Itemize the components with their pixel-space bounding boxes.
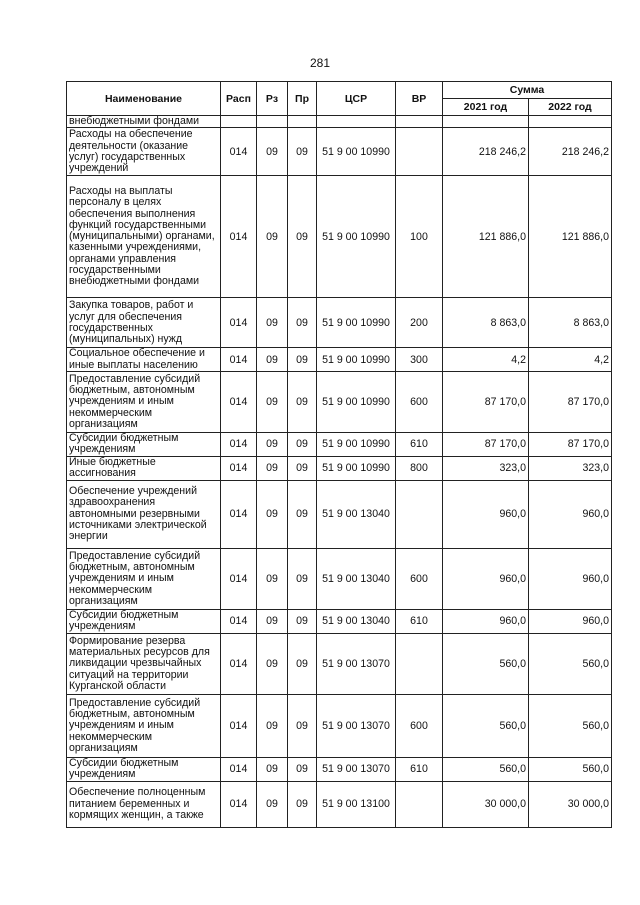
page-number: 281 [309, 56, 331, 70]
cell-rz: 09 [257, 432, 288, 456]
header-year-2022: 2022 год [529, 99, 612, 116]
cell-name: Предоставление субсидий бюджетным, автономным учреждениям и иным некоммерческим организациям [67, 694, 221, 757]
cell-sum-2022: 87 170,0 [529, 371, 612, 432]
cell-vr: 300 [396, 348, 443, 372]
table-body [67, 116, 612, 828]
cell-vr: 600 [396, 694, 443, 757]
header-rasp: Расп [221, 82, 257, 116]
cell-vr [396, 128, 443, 176]
cell-pr: 09 [288, 781, 317, 827]
cell-rasp: 014 [221, 456, 257, 480]
cell-sum-2021: 121 886,0 [443, 176, 529, 298]
cell-sum-2022: 960,0 [529, 548, 612, 609]
cell-rasp: 014 [221, 432, 257, 456]
cell-sum-2022: 560,0 [529, 694, 612, 757]
cell-name: Формирование резерва материальных ресурсов для ликвидации чрезвычайных ситуаций на территории Курганской области [67, 633, 221, 694]
cell-vr: 100 [396, 176, 443, 298]
header-rz: Рз [257, 82, 288, 116]
cell-csr: 51 9 00 10990 [317, 176, 396, 298]
cell-rasp: 014 [221, 176, 257, 298]
table-row [67, 116, 612, 128]
table-row [67, 548, 612, 609]
cell-rz: 09 [257, 456, 288, 480]
cell-pr: 09 [288, 128, 317, 176]
cell-rz: 09 [257, 298, 288, 348]
cell-pr: 09 [288, 694, 317, 757]
cell-name: Предоставление субсидий бюджетным, автономным учреждениям и иным некоммерческим организациям [67, 371, 221, 432]
table-row [67, 432, 612, 456]
cell-name: Предоставление субсидий бюджетным, автономным учреждениям и иным некоммерческим организациям [67, 548, 221, 609]
cell-name: Субсидии бюджетным учреждениям [67, 757, 221, 781]
cell-vr [396, 633, 443, 694]
cell-sum-2021: 8 863,0 [443, 298, 529, 348]
cell-name: Расходы на обеспечение деятельности (оказание услуг) государственных учреждений [67, 128, 221, 176]
table-row [67, 757, 612, 781]
table-row [67, 128, 612, 176]
cell-csr [317, 116, 396, 128]
cell-name: Социальное обеспечение и иные выплаты населению [67, 348, 221, 372]
cell-rasp: 014 [221, 371, 257, 432]
cell-csr: 51 9 00 13040 [317, 548, 396, 609]
cell-csr: 51 9 00 10990 [317, 432, 396, 456]
cell-sum-2022: 960,0 [529, 480, 612, 548]
header-name: Наименование [67, 82, 221, 116]
table-row [67, 781, 612, 827]
cell-name: внебюджетными фондами [67, 116, 221, 128]
cell-sum-2021: 560,0 [443, 633, 529, 694]
table-header [67, 82, 612, 116]
cell-vr: 610 [396, 757, 443, 781]
cell-sum-2022: 87 170,0 [529, 432, 612, 456]
cell-vr: 200 [396, 298, 443, 348]
cell-rz: 09 [257, 609, 288, 633]
cell-sum-2021: 4,2 [443, 348, 529, 372]
cell-vr: 610 [396, 609, 443, 633]
cell-name: Субсидии бюджетным учреждениям [67, 432, 221, 456]
cell-sum-2021 [443, 116, 529, 128]
cell-pr [288, 116, 317, 128]
cell-pr: 09 [288, 298, 317, 348]
cell-rz [257, 116, 288, 128]
cell-rz: 09 [257, 480, 288, 548]
cell-rasp: 014 [221, 757, 257, 781]
table-row [67, 609, 612, 633]
cell-pr: 09 [288, 456, 317, 480]
cell-rz: 09 [257, 694, 288, 757]
cell-vr [396, 116, 443, 128]
cell-rasp: 014 [221, 633, 257, 694]
cell-pr: 09 [288, 757, 317, 781]
cell-csr: 51 9 00 13070 [317, 757, 396, 781]
cell-name: Обеспечение учреждений здравоохранения автономными резервными источниками электрической энергии [67, 480, 221, 548]
cell-sum-2021: 218 246,2 [443, 128, 529, 176]
cell-sum-2021: 960,0 [443, 548, 529, 609]
cell-vr: 600 [396, 371, 443, 432]
cell-csr: 51 9 00 13040 [317, 480, 396, 548]
cell-rasp: 014 [221, 781, 257, 827]
cell-sum-2021: 960,0 [443, 480, 529, 548]
table-row [67, 456, 612, 480]
cell-pr: 09 [288, 432, 317, 456]
cell-rasp: 014 [221, 480, 257, 548]
cell-pr: 09 [288, 633, 317, 694]
cell-sum-2022: 560,0 [529, 633, 612, 694]
table-row [67, 371, 612, 432]
header-sum: Сумма [443, 82, 612, 99]
cell-name: Обеспечение полноценным питанием беременных и кормящих женщин, а также [67, 781, 221, 827]
header-csr: ЦСР [317, 82, 396, 116]
cell-csr: 51 9 00 13070 [317, 633, 396, 694]
cell-sum-2022: 121 886,0 [529, 176, 612, 298]
cell-name: Субсидии бюджетным учреждениям [67, 609, 221, 633]
cell-name: Закупка товаров, работ и услуг для обеспечения государственных (муниципальных) нужд [67, 298, 221, 348]
cell-vr: 610 [396, 432, 443, 456]
table-row [67, 633, 612, 694]
cell-rz: 09 [257, 348, 288, 372]
cell-rz: 09 [257, 548, 288, 609]
budget-table [66, 81, 612, 828]
cell-csr: 51 9 00 13070 [317, 694, 396, 757]
cell-sum-2021: 87 170,0 [443, 432, 529, 456]
table-row [67, 298, 612, 348]
cell-csr: 51 9 00 13100 [317, 781, 396, 827]
header-vr: ВР [396, 82, 443, 116]
cell-rz: 09 [257, 371, 288, 432]
cell-vr: 600 [396, 548, 443, 609]
cell-pr: 09 [288, 548, 317, 609]
cell-sum-2022: 560,0 [529, 757, 612, 781]
table-row [67, 480, 612, 548]
cell-sum-2021: 960,0 [443, 609, 529, 633]
header-year-2021: 2021 год [443, 99, 529, 116]
cell-pr: 09 [288, 348, 317, 372]
cell-rasp [221, 116, 257, 128]
cell-sum-2022: 4,2 [529, 348, 612, 372]
cell-rz: 09 [257, 128, 288, 176]
cell-vr [396, 480, 443, 548]
cell-sum-2021: 560,0 [443, 694, 529, 757]
header-pr: Пр [288, 82, 317, 116]
cell-csr: 51 9 00 10990 [317, 371, 396, 432]
cell-csr: 51 9 00 10990 [317, 456, 396, 480]
cell-rasp: 014 [221, 548, 257, 609]
cell-sum-2022 [529, 116, 612, 128]
cell-sum-2021: 30 000,0 [443, 781, 529, 827]
table-row [67, 176, 612, 298]
cell-sum-2022: 323,0 [529, 456, 612, 480]
cell-rz: 09 [257, 633, 288, 694]
cell-rz: 09 [257, 176, 288, 298]
cell-csr: 51 9 00 10990 [317, 128, 396, 176]
cell-rasp: 014 [221, 348, 257, 372]
cell-csr: 51 9 00 10990 [317, 348, 396, 372]
cell-pr: 09 [288, 480, 317, 548]
cell-vr: 800 [396, 456, 443, 480]
cell-sum-2022: 8 863,0 [529, 298, 612, 348]
cell-name: Иные бюджетные ассигнования [67, 456, 221, 480]
cell-sum-2022: 30 000,0 [529, 781, 612, 827]
cell-name: Расходы на выплаты персоналу в целях обеспечения выполнения функций государственными (муниципальными) органами, казенными учреждениями, органами управления государственными внебюджетными фондами [67, 176, 221, 298]
table-row [67, 348, 612, 372]
cell-rz: 09 [257, 781, 288, 827]
cell-pr: 09 [288, 371, 317, 432]
cell-vr [396, 781, 443, 827]
cell-rz: 09 [257, 757, 288, 781]
cell-pr: 09 [288, 609, 317, 633]
cell-sum-2022: 960,0 [529, 609, 612, 633]
cell-rasp: 014 [221, 609, 257, 633]
cell-sum-2022: 218 246,2 [529, 128, 612, 176]
cell-sum-2021: 560,0 [443, 757, 529, 781]
cell-sum-2021: 87 170,0 [443, 371, 529, 432]
cell-csr: 51 9 00 13040 [317, 609, 396, 633]
cell-rasp: 014 [221, 694, 257, 757]
cell-pr: 09 [288, 176, 317, 298]
cell-rasp: 014 [221, 128, 257, 176]
cell-rasp: 014 [221, 298, 257, 348]
cell-sum-2021: 323,0 [443, 456, 529, 480]
cell-csr: 51 9 00 10990 [317, 298, 396, 348]
table-row [67, 694, 612, 757]
